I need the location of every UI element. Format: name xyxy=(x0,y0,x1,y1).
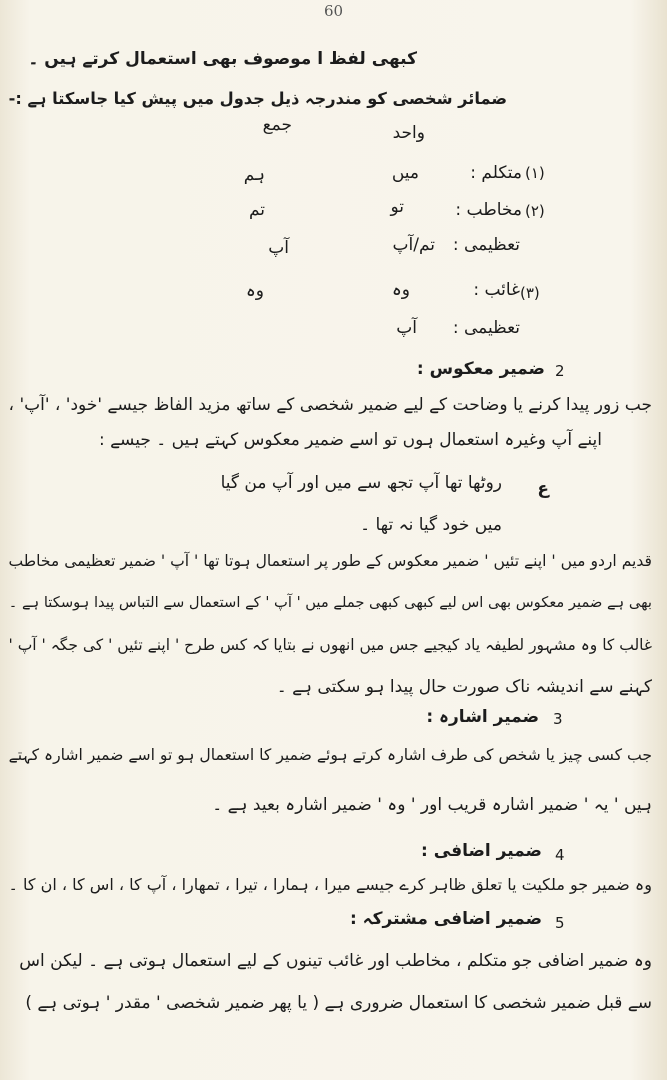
table-row-label: تعظیمی : xyxy=(452,318,520,338)
section2-line-2: اپنے آپ وغیرہ استعمال ہوں تو اسے ضمیر معکوس کہتے ہیں ۔ جیسے : xyxy=(98,430,602,450)
section-heading: ضمیر معکوس : xyxy=(416,359,545,379)
section-number: 2 xyxy=(555,362,565,380)
table-cell-singular: میں xyxy=(391,163,419,183)
table-cell-plural: وہ xyxy=(245,281,264,301)
section2-para-line-1: قدیم اردو میں ' اپنے تئیں ' ضمیر معکوس کے طور پر استعمال ہوتا تھا ' آپ ' ضمیر تعظیمی مخاطب xyxy=(8,552,652,570)
section-number: 5 xyxy=(555,914,565,932)
section3-line-2: ہیں ' یہ ' ضمیر اشارہ قریب اور ' وہ ' ضمیر اشارہ بعید ہے ۔ xyxy=(212,795,652,815)
table-cell-plural: آپ xyxy=(268,238,289,258)
table-row-label: متکلم : xyxy=(470,163,522,183)
page-number: 60 xyxy=(323,2,344,20)
table-cell-singular: آپ xyxy=(396,318,417,338)
verse-line-2: میں خود گیا نہ تھا ۔ xyxy=(360,515,502,535)
section3-line-1: جب کسی چیز یا شخص کی طرف اشارہ کرتے ہوئے ضمیر کا استعمال ہو تو اسے ضمیر اشارہ کہتے xyxy=(8,746,652,764)
section2-para-line-2: بھی ہے ضمیر معکوس بھی اس لیے کبھی کبھی جملے میں ' آپ ' کے استعمال سے التباس پیدا ہوسکتا ہے ۔ xyxy=(8,594,652,611)
table-cell-plural: ہم xyxy=(243,165,265,185)
section2-line-1: جب زور پیدا کرنے یا وضاحت کے لیے ضمیر شخصی کے ساتھ مزید الفاظ جیسے 'خود' ، 'آپ' ، xyxy=(8,395,652,415)
section5-line-2: سے قبل ضمیر شخصی کا استعمال ضروری ہے ( یا پھر ضمیر شخصی ' مقدر ' ہوتی ہے ) xyxy=(25,993,652,1013)
table-cell-singular: تو xyxy=(390,197,404,217)
section-heading: ضمیر اضافی : xyxy=(421,841,542,861)
verse-line-1: روٹھا تھا آپ تجھ سے میں اور آپ من گیا xyxy=(220,473,502,493)
section-number: 4 xyxy=(555,846,565,864)
table-cell-plural: تم xyxy=(248,200,265,220)
table-row-label: مخاطب : xyxy=(455,200,522,220)
section2-para-line-3: غالب کا وہ مشہور لطیفہ یاد کیجیے جس میں انھوں نے بتایا کہ کس طرح ' اپنے تئیں ' کی جگہ ' آپ ' xyxy=(8,636,652,654)
table-row-number: (۲) xyxy=(525,202,545,220)
section-number: 3 xyxy=(553,710,563,728)
table-row-label: غائب : xyxy=(473,280,520,300)
intro-line-1: کبھی لفظ ا موصوف بھی استعمال کرتے ہیں ۔ xyxy=(28,49,417,69)
section2-para-line-4: کہنے سے اندیشہ ناک صورت حال پیدا ہو سکتی ہے ۔ xyxy=(276,677,652,697)
intro-line-2: ضمائر شخصی کو مندرجہ ذیل جدول میں پیش کیا جاسکتا ہے :- xyxy=(8,89,507,108)
section5-line-1: وہ ضمیر اضافی جو متکلم ، مخاطب اور غائب تینوں کے لیے استعمال ہوتی ہے ۔ لیکن اس xyxy=(19,951,652,971)
table-row-number: (۱) xyxy=(525,164,545,182)
table-header-singular: واحد xyxy=(392,123,425,143)
section-heading: ضمیر اضافی مشترکہ : xyxy=(349,909,542,929)
table-header-plural: جمع xyxy=(262,115,292,135)
table-cell-singular: وہ xyxy=(391,280,410,300)
section-heading: ضمیر اشارہ : xyxy=(426,707,539,727)
table-row-number: (۳) xyxy=(520,284,540,302)
section4-line-1: وہ ضمیر جو ملکیت یا تعلق ظاہر کرے جیسے میرا ، ہمارا ، تیرا ، تمھارا ، آپ کا ، اس کا ، ان کا ۔ xyxy=(8,875,652,894)
table-row-label: تعظیمی : xyxy=(452,235,520,255)
verse-marker: ع xyxy=(537,479,549,499)
table-cell-singular: تم/آپ xyxy=(392,235,435,255)
